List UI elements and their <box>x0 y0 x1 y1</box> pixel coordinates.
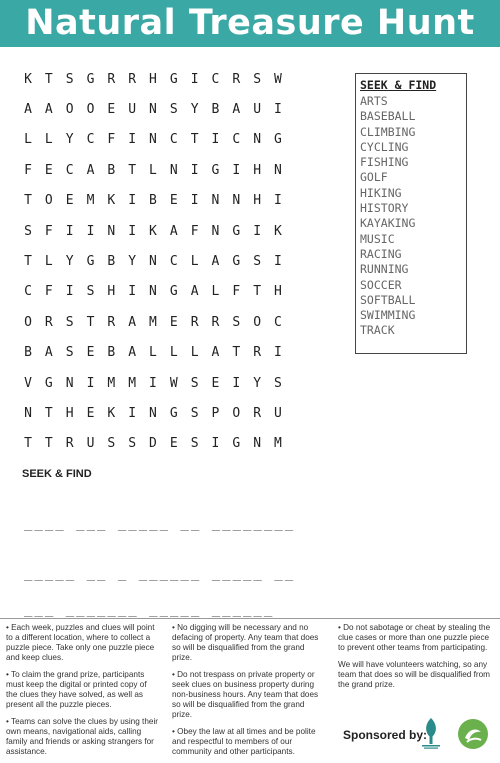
seek-find-label: SEEK & FIND <box>22 468 92 480</box>
grid-letter: W <box>169 375 178 391</box>
grid-letter: Y <box>128 254 137 270</box>
grid-letter: A <box>44 345 53 361</box>
grid-letter: G <box>274 132 282 148</box>
grid-letter: F <box>24 162 32 178</box>
grid-row <box>18 246 288 276</box>
grid-letter: B <box>107 162 116 178</box>
grid-letter: S <box>190 375 199 391</box>
grid-row <box>18 277 288 307</box>
word-list-item: FISHING <box>360 155 409 170</box>
grid-letter: C <box>86 132 95 148</box>
grid-letter: N <box>107 223 116 239</box>
grid-letter: I <box>86 223 95 239</box>
grid-letter: A <box>86 162 95 178</box>
word-list-item: SOCCER <box>360 277 402 292</box>
grid-letter: G <box>169 405 178 421</box>
grid-letter: T <box>128 162 137 178</box>
grid-letter: F <box>44 223 53 239</box>
grid-letter: M <box>128 375 137 391</box>
word-list-item: TRACK <box>360 323 395 338</box>
grid-letter: S <box>253 71 262 87</box>
grid-letter: S <box>24 223 32 239</box>
grid-letter: D <box>149 436 157 452</box>
grid-letter: N <box>253 436 262 452</box>
grid-letter: S <box>107 436 116 452</box>
grid-letter: U <box>86 436 95 452</box>
grid-letter: I <box>128 132 137 148</box>
grid-letter: K <box>24 71 32 87</box>
grid-letter: S <box>190 405 199 421</box>
grid-letter: F <box>44 284 53 300</box>
grid-letter: L <box>149 162 157 178</box>
word-list-item: CYCLING <box>360 139 409 154</box>
grid-letter: C <box>232 132 241 148</box>
grid-letter: R <box>107 71 116 87</box>
rules-column-2 <box>166 619 332 763</box>
grid-letter: T <box>44 71 53 87</box>
grid-letter: R <box>253 345 262 361</box>
grid-letter: E <box>169 193 178 209</box>
grid-letter: R <box>253 405 262 421</box>
grid-letter: P <box>211 405 220 421</box>
grid-letter: B <box>107 254 116 270</box>
grid-letter: F <box>107 132 116 148</box>
rule-item: • To claim the grand prize, participants must keep the digital or printed copy of the clues they have solved, as well as present all the puzzle pieces. <box>6 670 147 709</box>
grid-letter: T <box>232 345 241 361</box>
rule-item: • Do not sabotage or cheat by stealing the clue cases or more than one puzzle piece to prevent other teams from participating. <box>338 623 491 652</box>
grid-letter: I <box>65 284 74 300</box>
grid-letter: I <box>65 223 74 239</box>
grid-letter: U <box>274 405 282 421</box>
grid-letter: R <box>107 314 116 330</box>
grid-letter: K <box>274 223 282 239</box>
word-list-box <box>355 73 467 354</box>
grid-letter: N <box>149 405 157 421</box>
grid-letter: T <box>86 314 95 330</box>
grid-letter: N <box>149 132 157 148</box>
grid-letter: A <box>190 284 199 300</box>
grid-letter: O <box>44 193 53 209</box>
grid-letter: H <box>65 405 74 421</box>
grid-letter: O <box>232 405 241 421</box>
grid-letter: I <box>232 375 241 391</box>
grid-letter: S <box>65 314 74 330</box>
word-list-item: CLIMBING <box>360 124 416 139</box>
grid-letter: B <box>24 345 32 361</box>
word-list-item: HIKING <box>360 185 402 200</box>
grid-letter: F <box>232 284 241 300</box>
grid-letter: T <box>44 436 53 452</box>
grid-row <box>18 368 288 398</box>
grid-letter: G <box>232 254 241 270</box>
grid-letter: N <box>149 102 157 118</box>
word-list-item: RUNNING <box>360 262 409 277</box>
grid-letter: S <box>65 71 74 87</box>
grid-letter: M <box>107 375 116 391</box>
word-list-item: KAYAKING <box>360 216 416 231</box>
chamber-logo-icon <box>420 716 442 750</box>
grid-letter: I <box>211 436 220 452</box>
grid-letter: I <box>232 162 241 178</box>
rule-item: We will have volunteers watching, so any team that does so will be disqualified from the grand prize. <box>338 660 491 689</box>
grid-row <box>18 307 288 337</box>
grid-letter: A <box>128 345 137 361</box>
grid-letter: C <box>211 71 220 87</box>
grid-letter: T <box>24 193 32 209</box>
grid-letter: A <box>211 345 220 361</box>
grid-letter: R <box>232 71 241 87</box>
grid-letter: G <box>86 71 95 87</box>
grid-letter: H <box>253 193 262 209</box>
grid-letter: Y <box>65 132 74 148</box>
grid-letter: C <box>169 132 178 148</box>
grid-letter: A <box>232 102 241 118</box>
grid-letter: I <box>274 193 282 209</box>
grid-letter: T <box>190 132 199 148</box>
grid-letter: K <box>107 193 116 209</box>
grid-letter: R <box>65 436 74 452</box>
grid-letter: I <box>190 71 199 87</box>
grid-letter: Y <box>65 254 74 270</box>
grid-letter: N <box>253 132 262 148</box>
grid-letter: L <box>211 284 220 300</box>
grid-letter: R <box>190 314 199 330</box>
grid-row <box>18 216 288 246</box>
grid-letter: I <box>274 345 282 361</box>
grid-letter: A <box>128 314 137 330</box>
grid-letter: B <box>107 345 116 361</box>
grid-letter: I <box>211 132 220 148</box>
grid-letter: F <box>190 223 199 239</box>
grid-row <box>18 125 288 155</box>
grid-row <box>18 155 288 185</box>
grid-letter: S <box>128 436 137 452</box>
grid-letter: N <box>211 223 220 239</box>
grid-letter: R <box>44 314 53 330</box>
rule-item: • Do not trespass on private property or seek clues on business property during non-business hours. Any team that does so will be disqualified from the grand prize. <box>172 670 319 719</box>
grid-letter: M <box>86 193 95 209</box>
grid-letter: C <box>274 314 282 330</box>
grid-letter: B <box>211 102 220 118</box>
grid-letter: U <box>128 102 137 118</box>
grid-letter: L <box>190 254 199 270</box>
sponsor-logo-icon <box>457 718 489 750</box>
grid-letter: W <box>274 71 282 87</box>
grid-letter: S <box>169 102 178 118</box>
grid-letter: L <box>44 254 53 270</box>
grid-letter: H <box>274 284 282 300</box>
grid-letter: N <box>211 193 220 209</box>
grid-letter: E <box>169 436 178 452</box>
grid-letter: T <box>24 436 32 452</box>
grid-letter: K <box>107 405 116 421</box>
grid-letter: H <box>253 162 262 178</box>
word-list-item: GOLF <box>360 170 388 185</box>
grid-letter: C <box>65 162 74 178</box>
grid-letter: A <box>211 254 220 270</box>
grid-letter: I <box>149 375 157 391</box>
grid-letter: I <box>190 162 199 178</box>
grid-letter: I <box>128 223 137 239</box>
grid-row <box>18 429 288 459</box>
grid-letter: T <box>253 284 262 300</box>
grid-letter: M <box>149 314 157 330</box>
grid-letter: G <box>169 71 178 87</box>
word-list-item: ARTS <box>360 94 388 108</box>
rule-item: • Teams can solve the clues by using their own means, navigational aids, calling family and friends or asking strangers for assistance. <box>6 717 158 756</box>
grid-letter: C <box>24 284 32 300</box>
grid-letter: O <box>253 314 262 330</box>
grid-letter: E <box>44 162 53 178</box>
grid-letter: S <box>253 254 262 270</box>
grid-letter: I <box>128 193 137 209</box>
grid-letter: G <box>86 254 95 270</box>
grid-letter: E <box>86 405 95 421</box>
grid-letter: G <box>44 375 53 391</box>
grid-letter: G <box>232 436 241 452</box>
grid-row <box>18 398 288 428</box>
grid-letter: I <box>190 193 199 209</box>
grid-letter: N <box>149 254 157 270</box>
grid-row <box>18 64 288 94</box>
grid-letter: S <box>65 345 74 361</box>
rule-item: • Each week, puzzles and clues will point to a different location, where to collect a puzzle piece. Take only one puzzle piece and keep clues. <box>6 623 155 662</box>
word-list-item: SOFTBALL <box>360 292 416 307</box>
grid-letter: I <box>253 223 262 239</box>
grid-letter: I <box>128 405 137 421</box>
grid-letter: I <box>86 375 95 391</box>
grid-letter: T <box>44 405 53 421</box>
word-list-item: SWIMMING <box>360 308 416 323</box>
grid-letter: S <box>86 284 95 300</box>
grid-letter: O <box>65 102 74 118</box>
grid-letter: R <box>128 71 137 87</box>
grid-letter: I <box>274 254 282 270</box>
grid-letter: R <box>211 314 220 330</box>
word-list-item: RACING <box>360 246 402 261</box>
grid-letter: U <box>253 102 262 118</box>
word-list-item: BASEBALL <box>360 109 416 124</box>
grid-letter: I <box>274 102 282 118</box>
grid-letter: G <box>211 162 220 178</box>
word-search-grid <box>18 64 288 459</box>
grid-letter: H <box>149 71 157 87</box>
grid-letter: S <box>274 375 282 391</box>
grid-letter: A <box>169 223 178 239</box>
grid-letter: E <box>211 375 220 391</box>
grid-letter: N <box>274 162 282 178</box>
grid-letter: A <box>44 102 53 118</box>
word-list-item: HISTORY <box>360 201 409 216</box>
grid-letter: E <box>65 193 74 209</box>
grid-row <box>18 94 288 124</box>
grid-letter: N <box>232 193 241 209</box>
grid-letter: S <box>190 436 199 452</box>
grid-letter: O <box>86 102 95 118</box>
grid-row <box>18 338 288 368</box>
grid-row <box>18 186 288 216</box>
grid-letter: L <box>169 345 178 361</box>
grid-letter: E <box>107 102 116 118</box>
page-title: Natural Treasure Hunt <box>0 0 500 47</box>
grid-letter: S <box>232 314 241 330</box>
grid-letter: N <box>149 284 157 300</box>
grid-letter: B <box>149 193 157 209</box>
rule-item: • No digging will be necessary and no defacing of property. Any team that does so will be disqualified from the grand prize. <box>172 623 319 662</box>
word-list-item: MUSIC <box>360 231 395 246</box>
answer-blank-line: _____ __ _ ______ _____ __ <box>24 565 296 581</box>
grid-letter: O <box>24 314 32 330</box>
rule-item: • Obey the law at all times and be polite and respectful to members of our community and other participants. <box>172 727 316 756</box>
word-list-heading: SEEK & FIND <box>360 78 437 92</box>
grid-letter: E <box>86 345 95 361</box>
grid-letter: Y <box>253 375 262 391</box>
grid-letter: I <box>128 284 137 300</box>
grid-letter: L <box>44 132 53 148</box>
grid-letter: N <box>169 162 178 178</box>
grid-letter: N <box>65 375 74 391</box>
grid-letter: G <box>232 223 241 239</box>
grid-letter: C <box>169 254 178 270</box>
grid-letter: L <box>149 345 157 361</box>
grid-letter: Y <box>190 102 199 118</box>
grid-letter: H <box>107 284 116 300</box>
grid-letter: L <box>24 132 32 148</box>
grid-letter: L <box>190 345 199 361</box>
grid-letter: N <box>24 405 32 421</box>
grid-letter: G <box>169 284 178 300</box>
answer-blank-line: ____ ___ _____ __ ________ <box>24 515 296 531</box>
grid-letter: A <box>24 102 32 118</box>
grid-letter: M <box>274 436 282 452</box>
sponsored-by-label: Sponsored by: <box>343 728 428 742</box>
grid-letter: V <box>24 375 32 391</box>
answer-blank-line: ___ _______ _____ ______ <box>24 601 275 617</box>
grid-letter: K <box>149 223 157 239</box>
rules-column-1 <box>0 619 166 763</box>
grid-letter: E <box>169 314 178 330</box>
grid-letter: T <box>24 254 32 270</box>
